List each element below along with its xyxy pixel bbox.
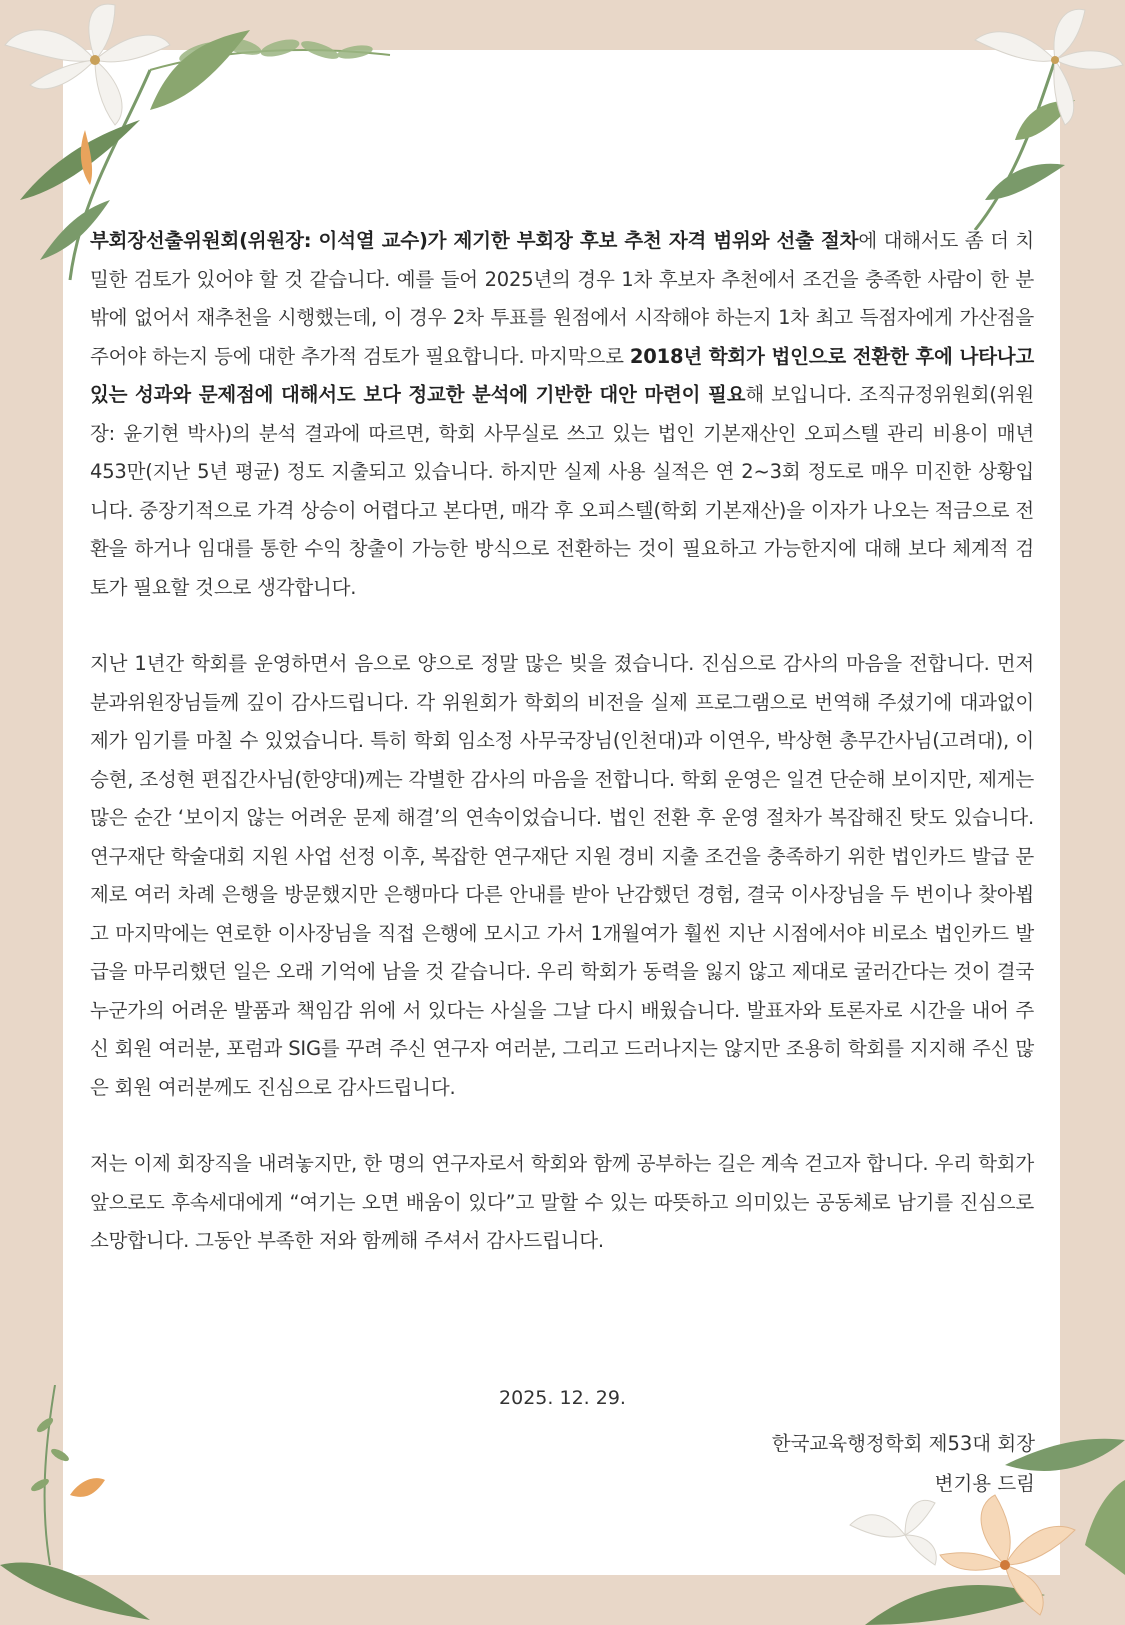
paragraph-text: 해 보입니다. 조직규정위원회(위원장: 윤기현 박사)의 분석 결과에 따르면, 학회 사무실로 쓰고 있는 법인 기본재산인 오피스텔 관리 비용이 매년 453만(지난 5년 평균) 정도 지출되고 있습니다. 하지만 실제 사용 실적은 연 2~3회 정도로 매우 미진한 상황입니다. 중장기적으로 가격 상승이 어렵다고 본다면, 매각 후 오피스텔(학회 기본재산)을 이자가 나오는 적금으로 전환을 하거나 임대를 통한 수익 창출이 가능한 방식으로 전환하는 것이 필요하고 가능한지에 대해 보다 체계적 검토가 필요할 것으로 생각합니다. xyxy=(90,383,1035,599)
paragraph-1 xyxy=(90,222,1034,607)
bold-phrase: 2018년 학회가 법인으로 전환한 후에 나타나고 있는 성과와 문제점에 대해서도 보다 정교한 분석에 기반한 대안 마련이 필요 xyxy=(90,344,1034,406)
letter-date: 2025. 12. 29. xyxy=(499,1387,626,1409)
signature-title: 한국교육행정학회 제53대 회장 xyxy=(771,1432,1035,1455)
letter-body xyxy=(90,222,1034,1261)
paragraph-3: 저는 이제 회장직을 내려놓지만, 한 명의 연구자로서 학회와 함께 공부하는 길은 계속 걷고자 합니다. 우리 학회가 앞으로도 후속세대에게 “여기는 오면 배움이 있다”고 말할 수 있는 따뜻하고 의미있는 공동체로 남기를 진심으로 소망합니다. 그동안 부족한 저와 함께해 주셔서 감사드립니다. xyxy=(90,1152,1034,1252)
bold-phrase: 부회장선출위원회(위원장: 이석열 교수)가 제기한 부회장 후보 추천 자격 범위와 선출 절차 xyxy=(90,229,859,252)
paragraph-2: 지난 1년간 학회를 운영하면서 음으로 양으로 정말 많은 빚을 졌습니다. 진심으로 감사의 마음을 전합니다. 먼저 분과위원장님들께 깊이 감사드립니다. 각 위원회가 학회의 비전을 실제 프로그램으로 번역해 주셨기에 대과없이 제가 임기를 마칠 수 있었습니다. 특히 학회 임소정 사무국장님(인천대)과 이연우, 박상현 총무간사님(고려대), 이승현, 조성현 편집간사님(한양대)께는 각별한 감사의 마음을 전합니다. 학회 운영은 일견 단순해 보이지만, 제게는 많은 순간 ‘보이지 않는 어려운 문제 해결’의 연속이었습니다. 법인 전환 후 운영 절차가 복잡해진 탓도 있습니다. 연구재단 학술대회 지원 사업 선정 이후, 복잡한 연구재단 지원 경비 지출 조건을 충족하기 위한 법인카드 발급 문제로 여러 차례 은행을 방문했지만 은행마다 다른 안내를 받아 난감했던 경험, 결국 이사장님을 두 번이나 찾아뵙고 마지막에는 연로한 이사장님을 직접 은행에 모시고 가서 1개월여가 훨씬 지난 시점에서야 비로소 법인카드 발급을 마무리했던 일은 오래 기억에 남을 것 같습니다. 우리 학회가 동력을 잃지 않고 제대로 굴러간다는 것이 결국 누군가의 어려운 발품과 책임감 위에 서 있다는 사실을 그날 다시 배웠습니다. 발표자와 토론자로 시간을 내어 주신 회원 여러분, 포럼과 SIG를 꾸려 주신 연구자 여러분, 그리고 드러나지는 않지만 조용히 학회를 지지해 주신 많은 회원 여러분께도 진심으로 감사드립니다. xyxy=(90,652,1034,1099)
paragraph-text: 에 대해서도 좀 더 치밀한 검토가 있어야 할 것 같습니다. 예를 들어 2025년의 경우 1차 후보자 추천에서 조건을 충족한 사람이 한 분밖에 없어서 재추천을 시행했는데, 이 경우 2차 투표를 원점에서 시작해야 하는지 1차 최고 득점자에게 가산점을 주어야 하는지 등에 대한 추가적 검토가 필요합니다. 마지막으로 xyxy=(90,229,1035,368)
lily-flower-icon xyxy=(955,0,1125,230)
leaf-icon xyxy=(0,1385,160,1625)
signature-name: 변기용 드림 xyxy=(934,1472,1035,1495)
